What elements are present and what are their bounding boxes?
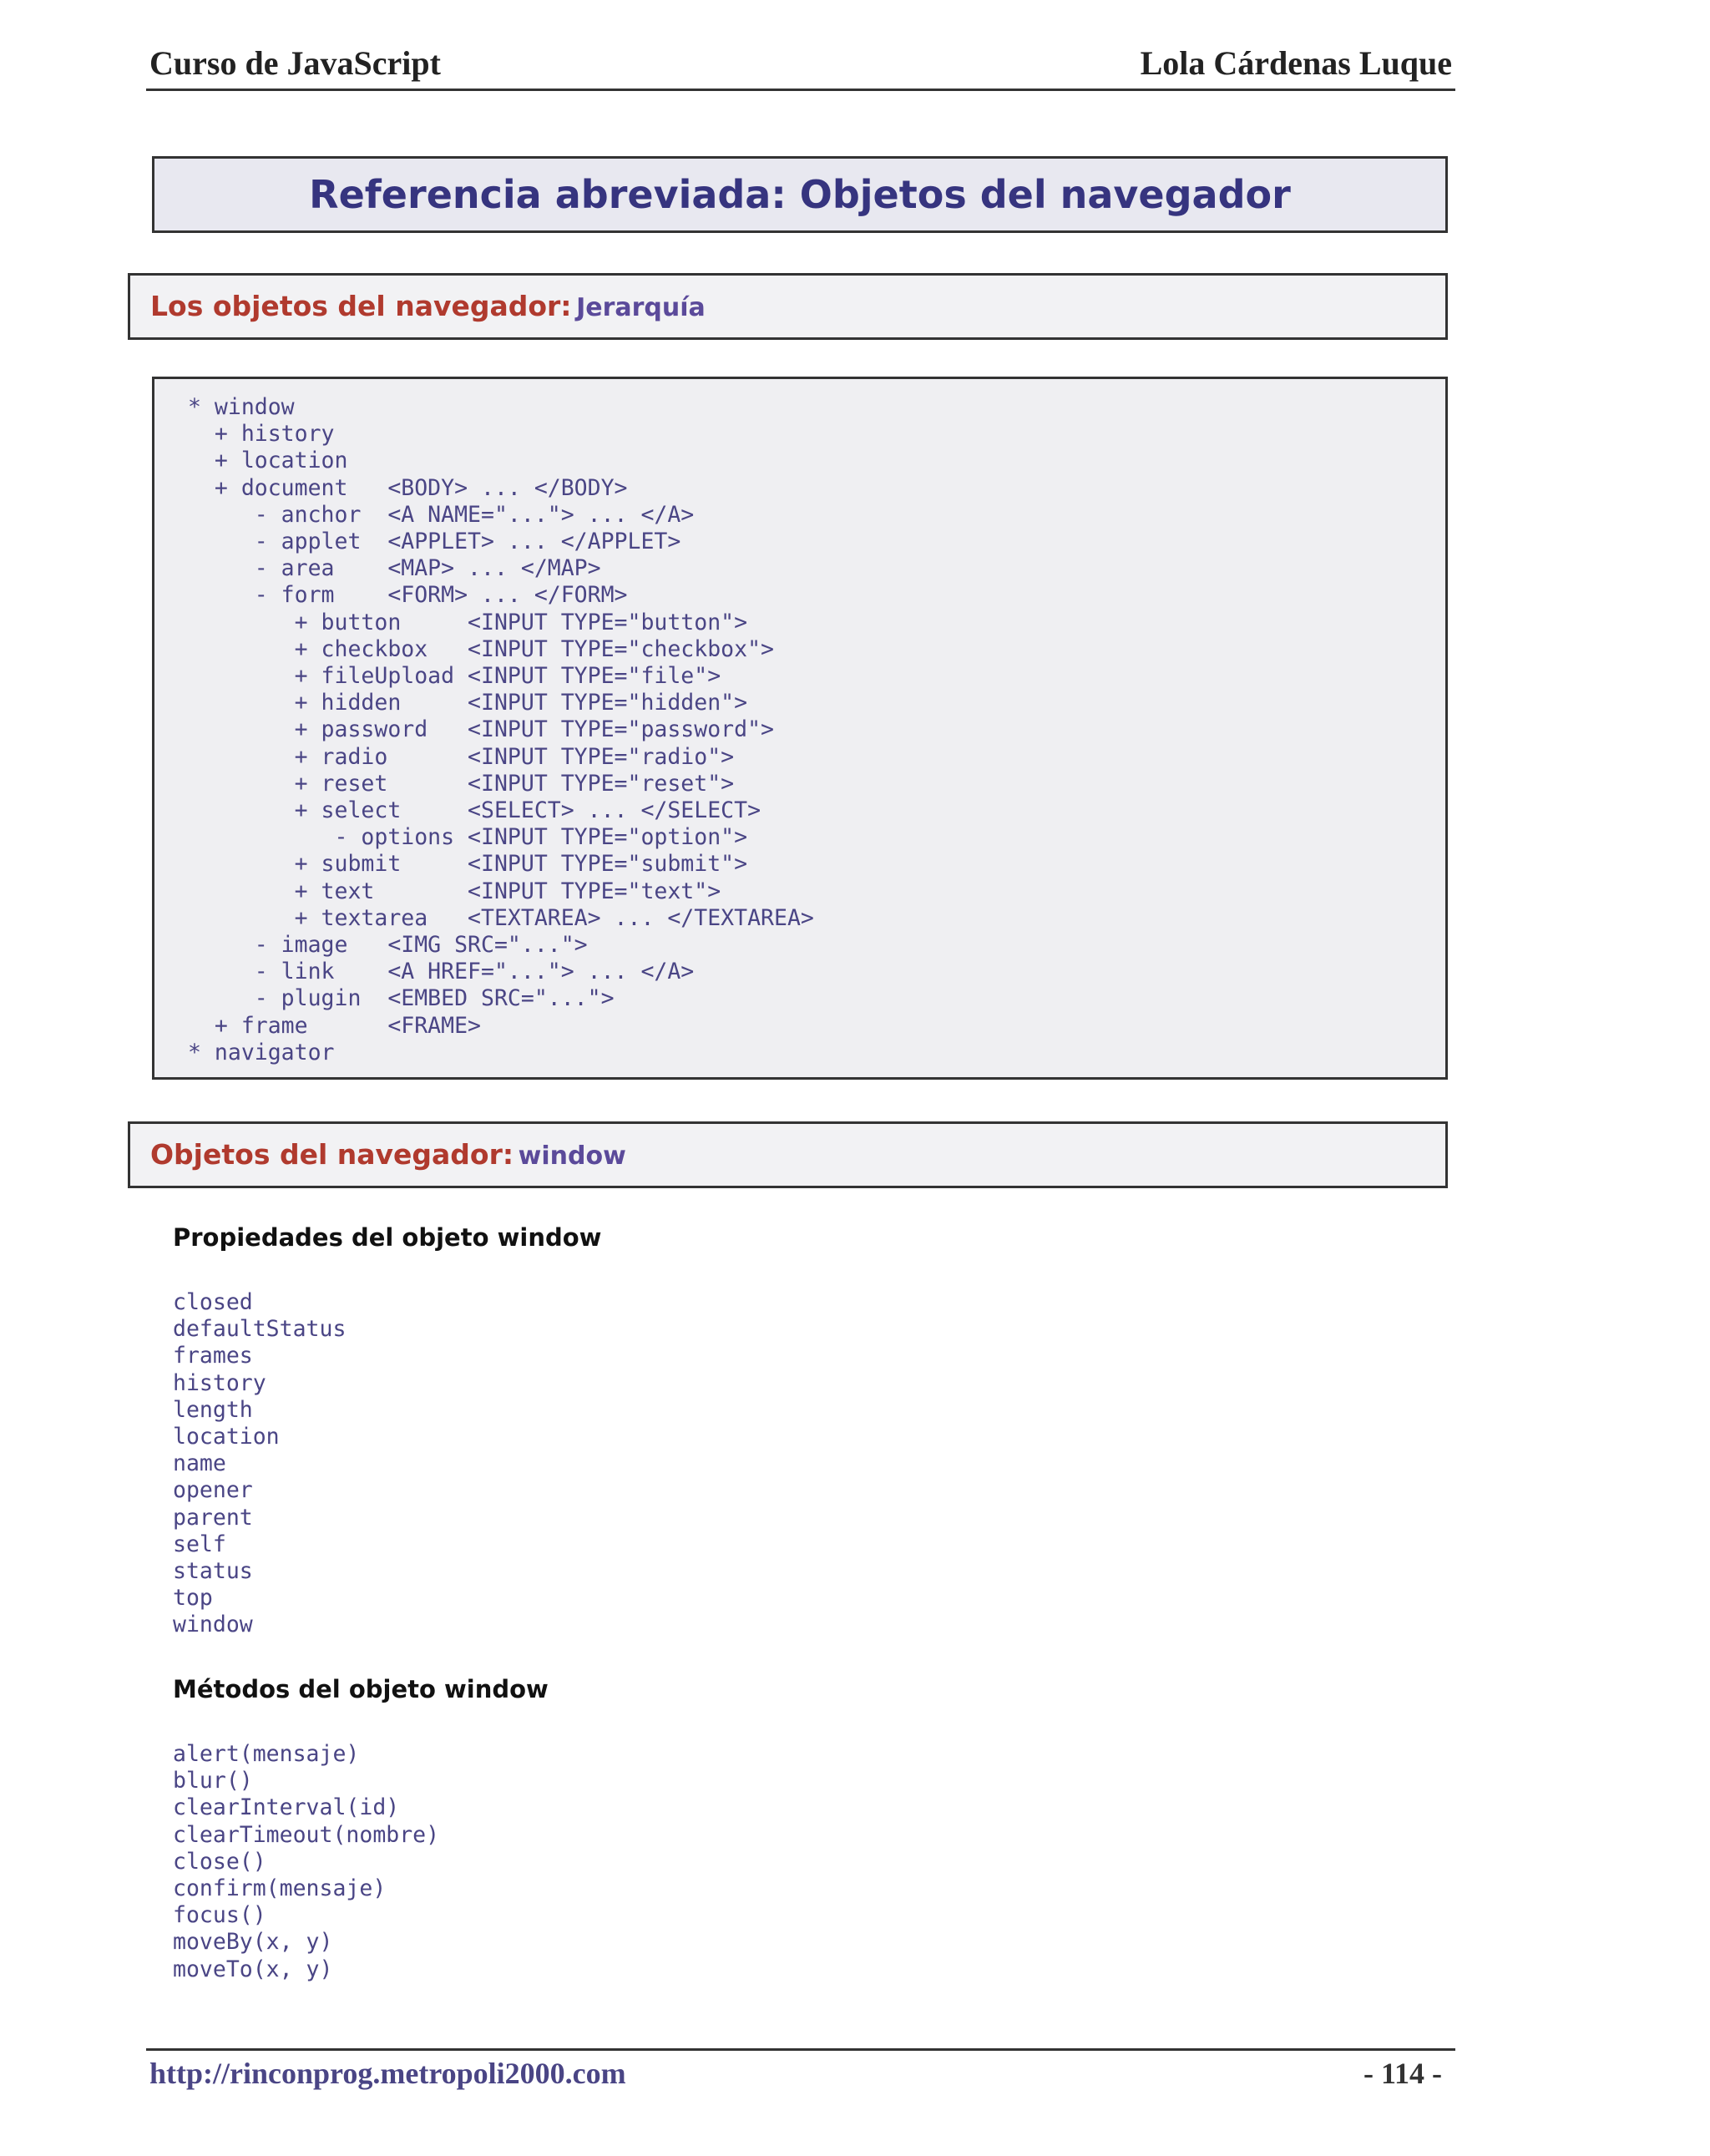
properties-code: closed defaultStatus frames history length location name opener parent self status top window — [173, 1289, 347, 1638]
methods-list — [173, 1741, 439, 1983]
methods-heading: Métodos del objeto window — [173, 1675, 549, 1703]
footer-url[interactable]: http://rinconprog.metropoli2000.com — [149, 2057, 626, 2090]
page-title-box — [152, 156, 1448, 233]
methods-code: alert(mensaje) blur() clearInterval(id) clearTimeout(nombre) close() confirm(mensaje) focus() moveBy(x, y) moveTo(x, y) — [173, 1741, 440, 1982]
hierarchy-code: * window + history + location + document <BODY> ... </BODY> - anchor <A NAME="..."> ... </A> - applet <APPLET> ... </APPLET> - area <MAP> ... </MAP> - form <FORM> ... </FORM> + button <INPUT TYPE="button"> + checkbox <INPUT TYPE="checkbox"> + fileUpload <INPUT TYPE="file"> + hidden <INPUT TYPE="hidden"> + password <INPUT TYPE="password"> + radio <INPUT TYPE="radio"> + reset <INPUT TYPE="reset"> + select <SELECT> ... </SELECT> - options <INPUT TYPE="option"> + submit <INPUT TYPE="submit"> + text <INPUT TYPE="text"> + textarea <TEXTAREA> ... </TEXTAREA> - image <IMG SRC="..."> - link <A HREF="..."> ... </A> - plugin <EMBED SRC="..."> + frame <FRAME> * navigator — [188, 394, 814, 1065]
page-title: Referencia abreviada: Objetos del navegador — [309, 172, 1291, 217]
page-footer — [146, 2048, 1455, 2101]
hierarchy-code-block — [152, 377, 1448, 1080]
section-hierarchy-header — [128, 273, 1448, 340]
section-window-title: Objetos del navegador: — [150, 1138, 514, 1171]
page-header — [146, 40, 1455, 91]
page-number: - 114 - — [1363, 2057, 1442, 2090]
section-hierarchy-title: Los objetos del navegador: — [150, 290, 572, 322]
section-window-header — [128, 1121, 1448, 1188]
author-name: Lola Cárdenas Luque — [1140, 44, 1452, 82]
properties-heading: Propiedades del objeto window — [173, 1223, 602, 1252]
section-window-subtitle: window — [518, 1141, 626, 1171]
section-hierarchy-subtitle: Jerarquía — [576, 293, 706, 322]
properties-list — [173, 1289, 346, 1639]
course-title: Curso de JavaScript — [149, 44, 441, 82]
